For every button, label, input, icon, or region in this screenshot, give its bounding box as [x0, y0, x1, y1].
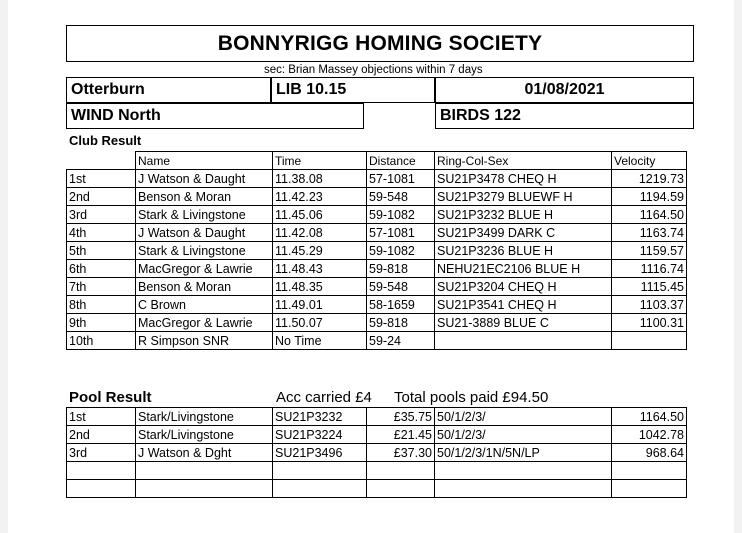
position-cell: 4th — [67, 224, 136, 242]
time-cell: 11.42.23 — [273, 188, 367, 206]
distance-cell: 59-818 — [367, 260, 435, 278]
pool-result-table — [66, 407, 687, 498]
velocity-cell — [612, 332, 687, 350]
distance-cell: 59-24 — [367, 332, 435, 350]
time-cell: 11.45.06 — [273, 206, 367, 224]
wind-box — [66, 103, 364, 129]
club-result-row — [67, 332, 687, 350]
name-cell: Stark/Livingstone — [136, 408, 273, 426]
club-result-row — [67, 242, 687, 260]
distance-cell: 58-1659 — [367, 296, 435, 314]
race-point-box — [66, 77, 271, 103]
header-time: Time — [273, 152, 367, 170]
pools-cell: 50/1/2/3/ — [435, 408, 612, 426]
club-result-heading: Club Result — [69, 133, 142, 148]
velocity-cell: 1103.37 — [612, 296, 687, 314]
time-cell: 11.48.35 — [273, 278, 367, 296]
velocity-cell: 1042.78 — [612, 426, 687, 444]
position-cell: 2nd — [67, 426, 136, 444]
name-cell: J Watson & Daught — [136, 170, 273, 188]
ring-col-sex-cell: SU21P3204 CHEQ H — [435, 278, 612, 296]
velocity-cell: 968.64 — [612, 444, 687, 462]
distance-cell: 59-548 — [367, 188, 435, 206]
ring-col-sex-cell: SU21P3478 CHEQ H — [435, 170, 612, 188]
velocity-cell: 1159.57 — [612, 242, 687, 260]
header-distance: Distance — [367, 152, 435, 170]
pool-result-heading: Pool Result — [69, 389, 152, 406]
club-result-row — [67, 260, 687, 278]
header-velocity: Velocity — [612, 152, 687, 170]
position-cell: 8th — [67, 296, 136, 314]
wind: WIND North — [71, 107, 161, 124]
pools-cell: 50/1/2/3/1N/5N/LP — [435, 444, 612, 462]
name-cell — [136, 480, 273, 498]
amount-cell: £35.75 — [367, 408, 435, 426]
header-name: Name — [136, 152, 273, 170]
ring-col-sex-cell — [435, 332, 612, 350]
club-result-row — [67, 296, 687, 314]
position-cell: 10th — [67, 332, 136, 350]
pool-result-row — [67, 408, 687, 426]
pools-cell — [435, 462, 612, 480]
race-date: 01/08/2021 — [524, 81, 605, 98]
time-cell: 11.45.29 — [273, 242, 367, 260]
velocity-cell: 1164.50 — [612, 408, 687, 426]
club-result-row — [67, 314, 687, 332]
corner-cell — [67, 152, 136, 170]
distance-cell: 57-1081 — [367, 170, 435, 188]
time-cell: 11.48.43 — [273, 260, 367, 278]
ring-col-sex-cell: SU21P3541 CHEQ H — [435, 296, 612, 314]
secretary-line: sec: Brian Massey objections within 7 days — [264, 64, 483, 76]
name-cell: J Watson & Daught — [136, 224, 273, 242]
amount-cell: £37.30 — [367, 444, 435, 462]
velocity-cell: 1219.73 — [612, 170, 687, 188]
distance-cell: 59-548 — [367, 278, 435, 296]
velocity-cell: 1100.31 — [612, 314, 687, 332]
position-cell: 5th — [67, 242, 136, 260]
name-cell: Benson & Moran — [136, 278, 273, 296]
club-header-row — [67, 152, 687, 170]
time-cell: 11.42.08 — [273, 224, 367, 242]
pool-result-row — [67, 426, 687, 444]
name-cell: MacGregor & Lawrie — [136, 314, 273, 332]
name-cell: Stark & Livingstone — [136, 206, 273, 224]
distance-cell: 59-1082 — [367, 206, 435, 224]
ring-cell — [273, 480, 367, 498]
pool-result-row — [67, 480, 687, 498]
club-result-row — [67, 170, 687, 188]
position-cell — [67, 480, 136, 498]
name-cell: R Simpson SNR — [136, 332, 273, 350]
distance-cell: 57-1081 — [367, 224, 435, 242]
pools-cell — [435, 480, 612, 498]
name-cell: MacGregor & Lawrie — [136, 260, 273, 278]
velocity-cell: 1116.74 — [612, 260, 687, 278]
velocity-cell: 1194.59 — [612, 188, 687, 206]
lib-time-box — [271, 77, 435, 103]
ring-cell: SU21P3224 — [273, 426, 367, 444]
acc-carried: Acc carried £4 — [276, 389, 372, 406]
ring-col-sex-cell: SU21P3279 BLUEWF H — [435, 188, 612, 206]
position-cell: 6th — [67, 260, 136, 278]
ring-col-sex-cell: SU21-3889 BLUE C — [435, 314, 612, 332]
pools-cell: 50/1/2/3/ — [435, 426, 612, 444]
name-cell: Stark & Livingstone — [136, 242, 273, 260]
date-box — [435, 77, 694, 103]
time-cell: No Time — [273, 332, 367, 350]
page-title: BONNYRIGG HOMING SOCIETY — [217, 31, 543, 55]
ring-col-sex-cell: SU21P3232 BLUE H — [435, 206, 612, 224]
position-cell: 3rd — [67, 444, 136, 462]
ring-col-sex-cell: SU21P3236 BLUE H — [435, 242, 612, 260]
velocity-cell — [612, 462, 687, 480]
amount-cell: £21.45 — [367, 426, 435, 444]
distance-cell: 59-818 — [367, 314, 435, 332]
velocity-cell — [612, 480, 687, 498]
ring-cell — [273, 462, 367, 480]
pool-result-row — [67, 462, 687, 480]
name-cell: Stark/Livingstone — [136, 426, 273, 444]
name-cell — [136, 462, 273, 480]
ring-col-sex-cell: SU21P3499 DARK C — [435, 224, 612, 242]
total-pools-paid: Total pools paid £94.50 — [394, 389, 549, 406]
race-point: Otterburn — [71, 81, 145, 98]
club-result-row — [67, 278, 687, 296]
header-ring: Ring-Col-Sex — [435, 152, 612, 170]
birds-count: BIRDS 122 — [440, 107, 521, 124]
position-cell: 9th — [67, 314, 136, 332]
title-box — [66, 25, 694, 62]
distance-cell: 59-1082 — [367, 242, 435, 260]
results-sheet — [8, 0, 734, 533]
position-cell — [67, 462, 136, 480]
velocity-cell: 1115.45 — [612, 278, 687, 296]
name-cell: C Brown — [136, 296, 273, 314]
velocity-cell: 1164.50 — [612, 206, 687, 224]
club-result-row — [67, 224, 687, 242]
ring-col-sex-cell: NEHU21EC2106 BLUE H — [435, 260, 612, 278]
birds-box — [435, 103, 694, 129]
club-result-table — [66, 151, 687, 350]
ring-cell: SU21P3232 — [273, 408, 367, 426]
velocity-cell: 1163.74 — [612, 224, 687, 242]
position-cell: 2nd — [67, 188, 136, 206]
position-cell: 7th — [67, 278, 136, 296]
position-cell: 3rd — [67, 206, 136, 224]
name-cell: J Watson & Dght — [136, 444, 273, 462]
time-cell: 11.50.07 — [273, 314, 367, 332]
club-result-row — [67, 188, 687, 206]
amount-cell — [367, 480, 435, 498]
pool-result-row — [67, 444, 687, 462]
time-cell: 11.38.08 — [273, 170, 367, 188]
position-cell: 1st — [67, 170, 136, 188]
time-cell: 11.49.01 — [273, 296, 367, 314]
ring-cell: SU21P3496 — [273, 444, 367, 462]
lib-time: LIB 10.15 — [276, 81, 347, 98]
club-result-row — [67, 206, 687, 224]
name-cell: Benson & Moran — [136, 188, 273, 206]
position-cell: 1st — [67, 408, 136, 426]
amount-cell — [367, 462, 435, 480]
